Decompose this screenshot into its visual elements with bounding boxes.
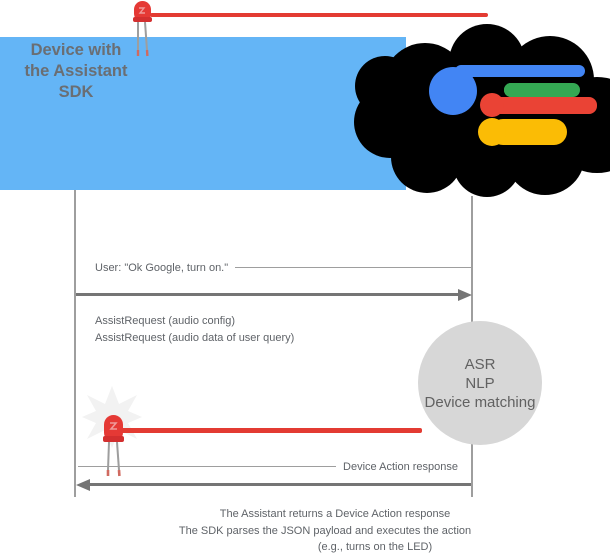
google-logo-blue-bar [455,65,585,77]
processing-asr: ASR [464,355,496,373]
processing-device-matching: Device matching [424,393,536,411]
label-request-audio: AssistRequest (audio data of user query) [95,332,295,344]
message-user-utterance: User: "Ok Google, turn on." [95,261,229,274]
lifeline-device [74,190,76,497]
device-box-label-line1: Device with [30,41,122,59]
processing-circle [418,321,542,445]
caption-line-2: The SDK parses the JSON payload and executes the action [178,525,472,537]
arrow-response-line [89,483,471,486]
google-logo-blue-circle [429,67,477,115]
led-on-icon [100,412,128,480]
led-icon-top [131,0,155,60]
google-logo-red-bar [490,97,597,114]
red-wire-bottom [121,428,422,433]
message-user-utterance-row [95,261,471,274]
label-request-config: AssistRequest (audio config) [95,315,236,327]
arrow-response-head-icon [76,479,90,491]
user-utterance-line [235,267,471,268]
google-logo-red-dot [480,93,504,117]
google-logo-yellow-dot [478,118,506,146]
device-box-label-line3: SDK [58,83,94,101]
caption-line-3: (e.g., turns on the LED) [317,541,433,553]
label-response: Device Action response [343,460,458,473]
message-response-row [78,460,458,473]
caption-line-1: The Assistant returns a Device Action response [219,508,451,520]
arrow-request-head-icon [458,289,472,301]
processing-nlp: NLP [465,374,495,392]
google-logo-green-dot [504,83,518,97]
assistant-cloud-icon [0,0,610,210]
device-box-label-line2: the Assistant [24,62,128,80]
arrow-request-line [76,293,459,296]
